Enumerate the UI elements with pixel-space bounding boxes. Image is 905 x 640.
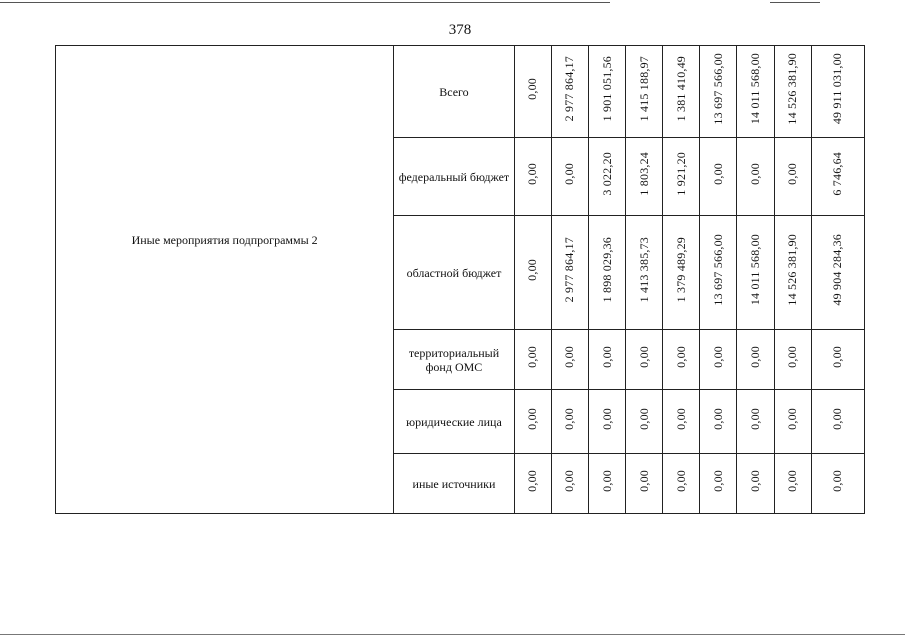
amount-value: 0,00: [599, 408, 614, 430]
amount-value: 13 697 566,00: [710, 234, 725, 306]
amount-cell: [514, 138, 551, 216]
amount-value: 1 901 051,56: [599, 56, 614, 122]
amount-cell: [514, 454, 551, 514]
amount-cell: [588, 46, 625, 138]
amount-cell: [514, 216, 551, 330]
amount-cell: [626, 46, 663, 138]
amount-value: 0,00: [525, 470, 540, 492]
amount-cell: [774, 46, 811, 138]
amount-cell: [737, 390, 774, 454]
amount-cell: [551, 216, 588, 330]
amount-cell: [811, 454, 864, 514]
amount-value: 0,00: [636, 346, 651, 368]
amount-value: 1 381 410,49: [673, 56, 688, 122]
amount-cell: [700, 454, 737, 514]
amount-value: 0,00: [525, 346, 540, 368]
amount-value: 0,00: [710, 163, 725, 185]
amount-value: 49 911 031,00: [830, 53, 845, 125]
amount-cell: [551, 390, 588, 454]
amount-cell: [774, 330, 811, 390]
scan-edge-top: [0, 2, 610, 3]
amount-cell: [588, 330, 625, 390]
amount-cell: [551, 138, 588, 216]
scan-edge-bottom: [0, 634, 905, 635]
amount-cell: [514, 330, 551, 390]
funding-source: Всего: [394, 46, 514, 138]
amount-value: 0,00: [830, 470, 845, 492]
amount-value: 0,00: [710, 470, 725, 492]
scan-edge-top-right: [770, 2, 820, 3]
amount-cell: [551, 46, 588, 138]
amount-cell: [663, 390, 700, 454]
amount-cell: [737, 138, 774, 216]
amount-cell: [811, 138, 864, 216]
amount-value: 0,00: [673, 470, 688, 492]
amount-cell: [663, 138, 700, 216]
amount-cell: [774, 390, 811, 454]
amount-cell: [626, 454, 663, 514]
funding-source: федеральный бюджет: [394, 138, 514, 216]
amount-value: 0,00: [710, 346, 725, 368]
amount-cell: [551, 454, 588, 514]
amount-cell: [700, 330, 737, 390]
amount-value: 0,00: [525, 78, 540, 100]
amount-cell: [663, 46, 700, 138]
amount-value: 14 011 568,00: [748, 53, 762, 125]
amount-value: 1 379 489,29: [673, 237, 688, 303]
amount-value: 1 413 385,73: [636, 237, 651, 303]
amount-cell: [663, 454, 700, 514]
amount-cell: [626, 330, 663, 390]
amount-cell: [626, 216, 663, 330]
amount-value: 0,00: [748, 163, 762, 185]
amount-cell: [663, 216, 700, 330]
funding-source: областной бюджет: [394, 216, 514, 330]
amount-value: 0,00: [562, 408, 577, 430]
amount-value: 0,00: [785, 470, 800, 492]
amount-value: 0,00: [525, 163, 540, 185]
amount-value: 14 526 381,90: [785, 53, 800, 125]
amount-cell: [514, 390, 551, 454]
amount-cell: [737, 216, 774, 330]
amount-value: 2 977 864,17: [562, 56, 577, 122]
amount-cell: [811, 390, 864, 454]
amount-cell: [774, 138, 811, 216]
amount-value: 0,00: [748, 470, 762, 492]
amount-value: 0,00: [525, 259, 540, 281]
amount-value: 0,00: [785, 346, 800, 368]
amount-value: 14 011 568,00: [748, 234, 762, 306]
amount-cell: [626, 138, 663, 216]
amount-value: 3 022,20: [599, 152, 614, 196]
amount-cell: [737, 454, 774, 514]
amount-value: 0,00: [830, 408, 845, 430]
funding-source: юридические лица: [394, 390, 514, 454]
amount-value: 0,00: [636, 470, 651, 492]
activity-name: Иные мероприятия подпрограммы 2: [131, 232, 318, 247]
amount-cell: [737, 46, 774, 138]
amount-value: 1 415 188,97: [636, 56, 651, 122]
amount-cell: [811, 330, 864, 390]
amount-value: 0,00: [562, 346, 577, 368]
amount-value: 49 904 284,36: [830, 234, 845, 306]
amount-value: 0,00: [830, 346, 845, 368]
amount-value: 0,00: [636, 408, 651, 430]
amount-cell: [700, 216, 737, 330]
amount-cell: [700, 138, 737, 216]
amount-value: 0,00: [599, 470, 614, 492]
amount-value: 6 746,64: [830, 152, 845, 196]
amount-value: 0,00: [599, 346, 614, 368]
amount-value: 0,00: [562, 163, 577, 185]
amount-value: 1 921,20: [673, 152, 688, 196]
amount-value: 0,00: [785, 408, 800, 430]
page-number: 378: [448, 22, 472, 38]
amount-value: 0,00: [710, 408, 725, 430]
amount-cell: [774, 216, 811, 330]
amount-value: 0,00: [748, 408, 762, 430]
funding-table: [55, 45, 865, 514]
funding-source: иные источники: [394, 454, 514, 514]
amount-cell: [588, 216, 625, 330]
amount-cell: [774, 454, 811, 514]
amount-cell: [588, 138, 625, 216]
amount-value: 0,00: [748, 346, 762, 368]
activity-name-cell: [56, 46, 394, 514]
amount-cell: [663, 330, 700, 390]
amount-cell: [700, 46, 737, 138]
amount-cell: [700, 390, 737, 454]
amount-value: 0,00: [525, 408, 540, 430]
amount-value: 0,00: [562, 470, 577, 492]
amount-cell: [737, 330, 774, 390]
amount-cell: [588, 390, 625, 454]
amount-cell: [514, 46, 551, 138]
amount-cell: [811, 216, 864, 330]
amount-value: 1 898 029,36: [599, 237, 614, 303]
amount-cell: [588, 454, 625, 514]
amount-value: 1 803,24: [636, 152, 651, 196]
amount-cell: [551, 330, 588, 390]
funding-source: территориальный фонд ОМС: [394, 330, 514, 390]
amount-value: 0,00: [785, 163, 800, 185]
amount-value: 14 526 381,90: [785, 234, 800, 306]
table-row: [56, 46, 865, 138]
amount-value: 0,00: [673, 408, 688, 430]
amount-cell: [626, 390, 663, 454]
amount-value: 13 697 566,00: [710, 53, 725, 125]
amount-cell: [811, 46, 864, 138]
amount-value: 2 977 864,17: [562, 237, 577, 303]
amount-value: 0,00: [673, 346, 688, 368]
